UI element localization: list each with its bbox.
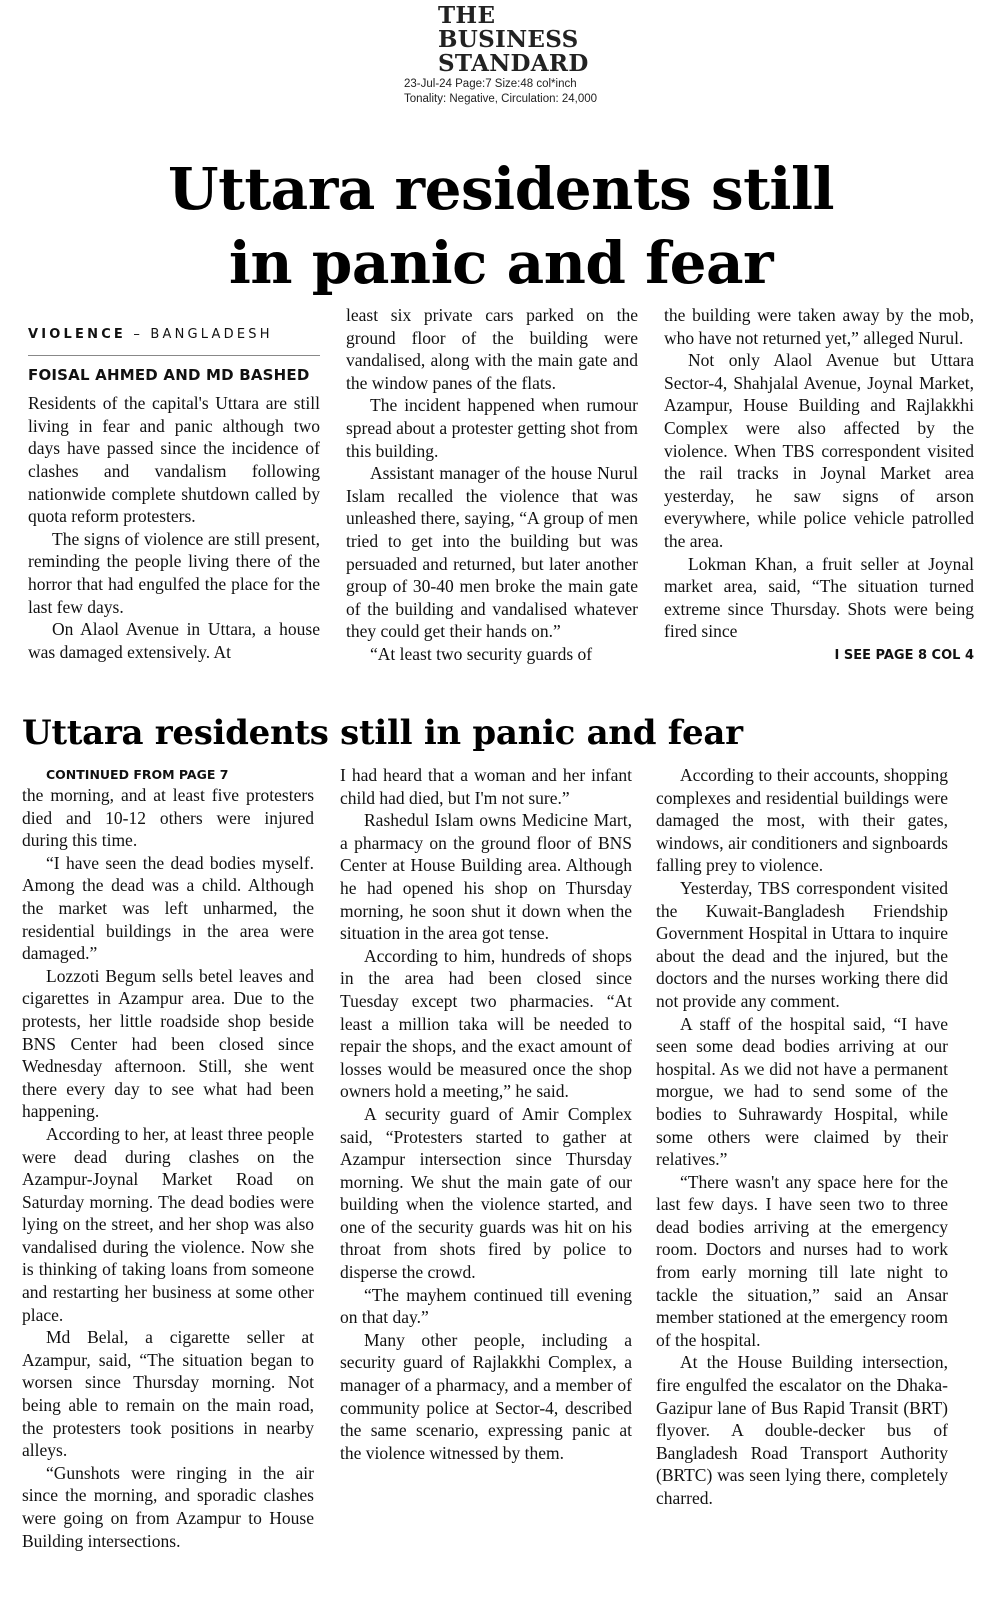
masthead-line-1: THE — [438, 2, 496, 29]
paragraph: “I have seen the dead bodies myself. Among the dead was a child. Although the market was left unharmed, the residential buildings in the area were damaged.” — [22, 852, 314, 964]
article-column-3 — [664, 304, 974, 668]
paragraph: According to their accounts, shopping complexes and residential buildings were damaged the most, with their gates, windows, air conditioners and signboards falling prey to violence. — [656, 765, 948, 876]
paragraph: “At least two security guards of — [370, 643, 593, 664]
paragraph: Lozzoti Begum sells betel leaves and cigarettes in Azampur area. Due to the protests, her little roadside shop beside BNS Center had been closed since Wednesday afternoon. Still, she went there every day to see what had been happening. — [22, 965, 314, 1122]
continued-from-label: CONTINUED FROM PAGE 7 — [46, 767, 229, 782]
paragraph: According to him, hundreds of shops in the area had been closed since Tuesday except two pharmacies. “At least a million taka will be needed to repair the shops, and the exact amount of losses would be measured once the shop owners hold a meeting,” he said. — [340, 945, 632, 1102]
paragraph: A security guard of Amir Complex said, “Protesters started to gather at Azampur intersection since Thursday morning. We shut the main gate of our building when the violence started, and one of the security guards was hit on his throat from shots fired by police to disperse the crowd. — [340, 1103, 632, 1283]
paragraph: Md Belal, a cigarette seller at Azampur, said, “The situation began to worsen since Thursday morning. Not being able to remain on the main road, the protesters took positions in nearby alleys. — [22, 1327, 314, 1461]
paragraph: Residents of the capital's Uttara are still living in fear and panic although two days have passed since the incidence of clashes and vandalism following nationwide complete shutdown called by quota reform protesters. — [28, 393, 320, 527]
article-column-1 — [28, 320, 320, 663]
masthead-line-3: STANDARD — [438, 50, 589, 77]
paragraph: On Alaol Avenue in Uttara, a house was damaged extensively. At — [28, 619, 320, 662]
clip-meta-tonality: Tonality: Negative, Circulation: 24,000 — [404, 93, 598, 105]
paragraph: Many other people, including a security guard of Rajlakkhi Complex, a manager of a pharmacy, and a member of community police at Sector-4, described the same scenario, expressing panic at the violence witnessed by them. — [340, 1329, 632, 1463]
continuation-column-3 — [656, 764, 948, 1510]
article-byline: FOISAL AHMED AND MD BASHED — [28, 355, 320, 387]
section-label-rest: – BANGLADESH — [126, 327, 273, 342]
continuation-column-1 — [22, 766, 314, 1552]
paragraph: least six private cars parked on the ground floor of the building were vandalised, along with the main gate and the window panes of the flats. — [346, 305, 638, 393]
paragraph: Not only Alaol Avenue but Uttara Sector-4, Shahjalal Avenue, Joynal Market, Azampur, House Building and Rajlakkhi Complex were also affected by the violence. When TBS correspondent visited the rail tracks in Joynal Market area yesterday, he saw signs of arson everywhere, while police vehicle patrolled the area. — [664, 350, 974, 551]
see-page-jump: I SEE PAGE 8 COL 4 — [834, 647, 974, 663]
headline-line-1: Uttara residents still — [167, 155, 835, 223]
paragraph: The incident happened when rumour spread about a protester getting shot from this building. — [346, 395, 638, 461]
paragraph: I had heard that a woman and her infant child had died, but I'm not sure.” — [340, 765, 632, 808]
paragraph: “There wasn't any space here for the last few days. I have seen two to three dead bodies arriving at the emergency room. Doctors and nurses had to work from early morning till late night to tackle the situation,” said an Ansar member stationed at the emergency room of the hospital. — [656, 1171, 948, 1350]
newspaper-masthead — [438, 4, 589, 76]
paragraph: Lokman Khan, a fruit seller at Joynal market area, said, “The situation turned extreme since Thursday. Shots were being fired since — [664, 553, 974, 642]
article-column-2 — [346, 304, 638, 666]
continuation-column-2 — [340, 764, 632, 1464]
paragraph: Rashedul Islam owns Medicine Mart, a pharmacy on the ground floor of BNS Center at House Building area. Although he had opened his shop on Thursday morning, he soon shut it down when the situation in the area got tense. — [340, 810, 632, 944]
section-label — [28, 324, 320, 347]
section-label-bold: VIOLENCE — [28, 327, 127, 342]
paragraph: At the House Building intersection, fire engulfed the escalator on the Dhaka-Gazipur lane of Bus Rapid Transit (BRT) flyover. A double-decker bus of Bangladesh Road Transport Authority (BRTC) was seen lying there, completely charred. — [656, 1352, 948, 1508]
paragraph: the morning, and at least five protesters died and 10-12 others were injured during this time. — [22, 785, 314, 851]
article-headline — [0, 152, 1002, 300]
paragraph: “The mayhem continued till evening on that day.” — [340, 1284, 632, 1328]
headline-line-2: in panic and fear — [228, 229, 774, 297]
paragraph: According to her, at least three people were dead during clashes on the Azampur-Joynal Market Road on Saturday morning. The dead bodies were lying on the street, and her shop was also vandalised during the violence. Now she is thinking of taking loans from someone and restarting her business at some other place. — [22, 1123, 314, 1325]
paragraph: “Gunshots were ringing in the air since the morning, and sporadic clashes were going on from Azampur to House Building intersections. — [22, 1462, 314, 1551]
clip-meta-size: 23-Jul-24 Page:7 Size:48 col*inch — [404, 78, 577, 90]
paragraph: The signs of violence are still present, reminding the people living there of the horror that had engulfed the place for the last few days. — [28, 528, 320, 617]
continuation-headline: Uttara residents still in panic and fear — [22, 713, 743, 753]
masthead-line-2: BUSINESS — [438, 26, 579, 53]
paragraph: Assistant manager of the house Nurul Islam recalled the violence that was unleashed there, saying, “A group of men tried to get into the building but was persuaded and returned, but later another group of 30-40 men broke the main gate of the building and vandalised whatever they could get their hands on.” — [346, 463, 638, 642]
paragraph: the building were taken away by the mob, who have not returned yet,” alleged Nurul. — [664, 305, 974, 348]
paragraph: A staff of the hospital said, “I have seen some dead bodies arriving at our hospital. As we did not have a permanent morgue, we had to send some of the bodies to Suhrawardy Hospital, while some others were claimed by their relatives.” — [656, 1013, 948, 1170]
paragraph: Yesterday, TBS correspondent visited the Kuwait-Bangladesh Friendship Government Hospital in Uttara to inquire about the dead and the injured, but the doctors and the nurses working there did not provide any comment. — [656, 877, 948, 1011]
